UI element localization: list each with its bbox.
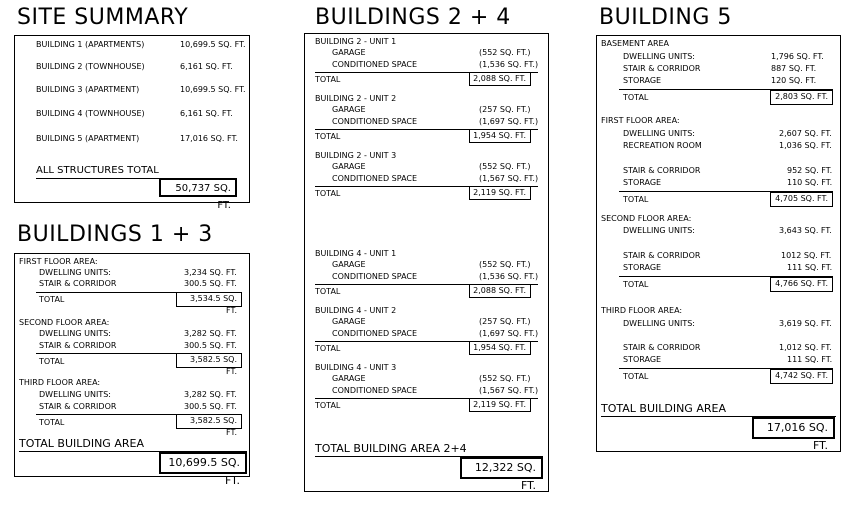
row-value: (552 SQ. FT.) — [479, 260, 531, 269]
total-value: 4,705 SQ. FT. — [770, 192, 833, 207]
row-label: GARAGE — [332, 105, 366, 114]
total-label: TOTAL — [39, 418, 65, 427]
total-value: 4,766 SQ. FT. — [770, 277, 833, 292]
row-label: GARAGE — [332, 317, 366, 326]
floor-heading: FIRST FLOOR AREA: — [19, 257, 98, 266]
row-label: STORAGE — [623, 178, 662, 187]
row-label: DWELLING UNITS: — [623, 52, 695, 61]
total-value: 3,582.5 SQ. FT. — [176, 353, 242, 368]
total-value: 2,119 SQ. FT. — [469, 398, 531, 412]
row-value: 111 SQ. FT. — [787, 355, 833, 364]
row-value: 3,619 SQ. FT. — [779, 319, 832, 328]
row-label: CONDITIONED SPACE — [332, 329, 418, 338]
site-total-label: ALL STRUCTURES TOTAL — [36, 165, 159, 176]
total-value: 2,088 SQ. FT. — [469, 72, 531, 86]
total-value: 4,742 SQ. FT. — [770, 369, 833, 384]
total-label: TOTAL — [315, 189, 341, 198]
row-label: STAIR & CORRIDOR — [623, 343, 701, 352]
site-row-value: 6,161 SQ. FT. — [180, 109, 233, 118]
row-label: GARAGE — [332, 48, 366, 57]
row-value: (1,567 SQ. FT.) — [479, 174, 539, 183]
row-value: 1012 SQ. FT. — [781, 251, 832, 260]
building-5-table — [596, 35, 841, 452]
row-value: 3,234 SQ. FT. — [184, 268, 237, 277]
site-row-value: 10,699.5 SQ. FT. — [180, 40, 246, 49]
unit-heading: BUILDING 2 - UNIT 1 — [315, 37, 397, 46]
row-value: (1,567 SQ. FT.) — [479, 386, 539, 395]
row-label: STORAGE — [623, 355, 662, 364]
unit-heading: BUILDING 4 - UNIT 2 — [315, 306, 397, 315]
row-value: 110 SQ. FT. — [787, 178, 833, 187]
row-label: CONDITIONED SPACE — [332, 174, 418, 183]
row-label: DWELLING UNITS: — [39, 390, 111, 399]
row-value: 1,796 SQ. FT. — [771, 52, 824, 61]
row-label: STAIR & CORRIDOR — [39, 279, 117, 288]
buildings-2-4-title: BUILDINGS 2 + 4 — [315, 5, 511, 30]
row-label: STAIR & CORRIDOR — [623, 251, 701, 260]
row-value: 3,643 SQ. FT. — [779, 226, 832, 235]
total-label: TOTAL — [315, 401, 341, 410]
row-value: 111 SQ. FT. — [787, 263, 833, 272]
row-value: (257 SQ. FT.) — [479, 317, 531, 326]
unit-heading: BUILDING 4 - UNIT 3 — [315, 363, 397, 372]
site-summary-title: SITE SUMMARY — [17, 5, 189, 30]
row-label: DWELLING UNITS: — [623, 226, 695, 235]
total-label: TOTAL — [623, 372, 649, 381]
row-value: 887 SQ. FT. — [771, 64, 817, 73]
site-row-value: 10,699.5 SQ. FT. — [180, 85, 246, 94]
total-label: TOTAL — [315, 287, 341, 296]
site-row-label: BUILDING 2 (TOWNHOUSE) — [36, 62, 145, 71]
row-value: 952 SQ. FT. — [787, 166, 833, 175]
row-label: GARAGE — [332, 162, 366, 171]
floor-heading: BASEMENT AREA — [601, 39, 670, 48]
row-label: CONDITIONED SPACE — [332, 386, 418, 395]
building-total-label: TOTAL BUILDING AREA — [19, 437, 144, 450]
row-value: 300.5 SQ. FT. — [184, 341, 237, 350]
row-value: 3,282 SQ. FT. — [184, 329, 237, 338]
floor-heading: SECOND FLOOR AREA: — [19, 318, 110, 327]
row-label: STAIR & CORRIDOR — [623, 64, 701, 73]
row-value: (257 SQ. FT.) — [479, 105, 531, 114]
row-label: DWELLING UNITS: — [39, 329, 111, 338]
site-row-label: BUILDING 4 (TOWNHOUSE) — [36, 109, 145, 118]
floor-heading: SECOND FLOOR AREA: — [601, 214, 692, 223]
total-value: 2,803 SQ. FT. — [770, 90, 833, 105]
total-value: 1,954 SQ. FT. — [469, 129, 531, 143]
building-total-value: 10,699.5 SQ. FT. — [159, 452, 247, 474]
site-row-value: 17,016 SQ. FT. — [180, 134, 238, 143]
site-row-label: BUILDING 5 (APARTMENT) — [36, 134, 140, 143]
building-total-label: TOTAL BUILDING AREA — [601, 402, 726, 415]
building-total-label: TOTAL BUILDING AREA 2+4 — [315, 442, 467, 455]
total-value: 2,119 SQ. FT. — [469, 186, 531, 200]
total-label: TOTAL — [623, 195, 649, 204]
buildings-2-4-table — [304, 33, 549, 492]
row-value: (1,536 SQ. FT.) — [479, 60, 539, 69]
row-label: STAIR & CORRIDOR — [623, 166, 701, 175]
building-total-value: 12,322 SQ. FT. — [460, 457, 543, 479]
total-label: TOTAL — [315, 132, 341, 141]
total-label: TOTAL — [39, 295, 65, 304]
site-row-label: BUILDING 1 (APARTMENTS) — [36, 40, 145, 49]
row-value: (552 SQ. FT.) — [479, 162, 531, 171]
total-value: 3,534.5 SQ. FT. — [176, 292, 242, 307]
total-label: TOTAL — [39, 357, 65, 366]
row-label: GARAGE — [332, 260, 366, 269]
row-label: DWELLING UNITS: — [39, 268, 111, 277]
total-value: 2,088 SQ. FT. — [469, 284, 531, 298]
row-label: STAIR & CORRIDOR — [39, 341, 117, 350]
total-label: TOTAL — [623, 280, 649, 289]
row-label: STAIR & CORRIDOR — [39, 402, 117, 411]
site-row-label: BUILDING 3 (APARTMENT) — [36, 85, 140, 94]
floor-heading: THIRD FLOOR AREA: — [601, 306, 683, 315]
floor-heading: THIRD FLOOR AREA: — [19, 378, 101, 387]
building-5-title: BUILDING 5 — [599, 5, 732, 30]
row-label: CONDITIONED SPACE — [332, 272, 418, 281]
row-value: 1,036 SQ. FT. — [779, 141, 832, 150]
row-value: 300.5 SQ. FT. — [184, 279, 237, 288]
site-row-value: 6,161 SQ. FT. — [180, 62, 233, 71]
unit-heading: BUILDING 2 - UNIT 3 — [315, 151, 397, 160]
total-label: TOTAL — [315, 344, 341, 353]
floor-heading: FIRST FLOOR AREA: — [601, 116, 680, 125]
row-value: 120 SQ. FT. — [771, 76, 817, 85]
row-label: CONDITIONED SPACE — [332, 60, 418, 69]
site-total-value: 50,737 SQ. FT. — [159, 178, 237, 197]
buildings-1-3-title: BUILDINGS 1 + 3 — [17, 222, 213, 247]
row-label: DWELLING UNITS: — [623, 129, 695, 138]
row-value: (552 SQ. FT.) — [479, 48, 531, 57]
total-label: TOTAL — [623, 93, 649, 102]
total-value: 3,582.5 SQ. FT. — [176, 414, 242, 429]
building-total-value: 17,016 SQ. FT. — [752, 417, 835, 439]
row-label: CONDITIONED SPACE — [332, 117, 418, 126]
row-label: STORAGE — [623, 76, 662, 85]
site-summary-table — [14, 35, 250, 211]
row-value: 3,282 SQ. FT. — [184, 390, 237, 399]
row-value: 300.5 SQ. FT. — [184, 402, 237, 411]
row-label: RECREATION ROOM — [623, 141, 702, 150]
row-value: 1,012 SQ. FT. — [779, 343, 832, 352]
row-value: (552 SQ. FT.) — [479, 374, 531, 383]
row-value: (1,536 SQ. FT.) — [479, 272, 539, 281]
total-value: 1,954 SQ. FT. — [469, 341, 531, 355]
row-label: GARAGE — [332, 374, 366, 383]
row-value: (1,697 SQ. FT.) — [479, 117, 539, 126]
unit-heading: BUILDING 2 - UNIT 2 — [315, 94, 397, 103]
row-label: STORAGE — [623, 263, 662, 272]
row-value: (1,697 SQ. FT.) — [479, 329, 539, 338]
row-value: 2,607 SQ. FT. — [779, 129, 832, 138]
buildings-1-3-table — [14, 253, 250, 487]
row-label: DWELLING UNITS: — [623, 319, 695, 328]
total-label: TOTAL — [315, 75, 341, 84]
unit-heading: BUILDING 4 - UNIT 1 — [315, 249, 397, 258]
